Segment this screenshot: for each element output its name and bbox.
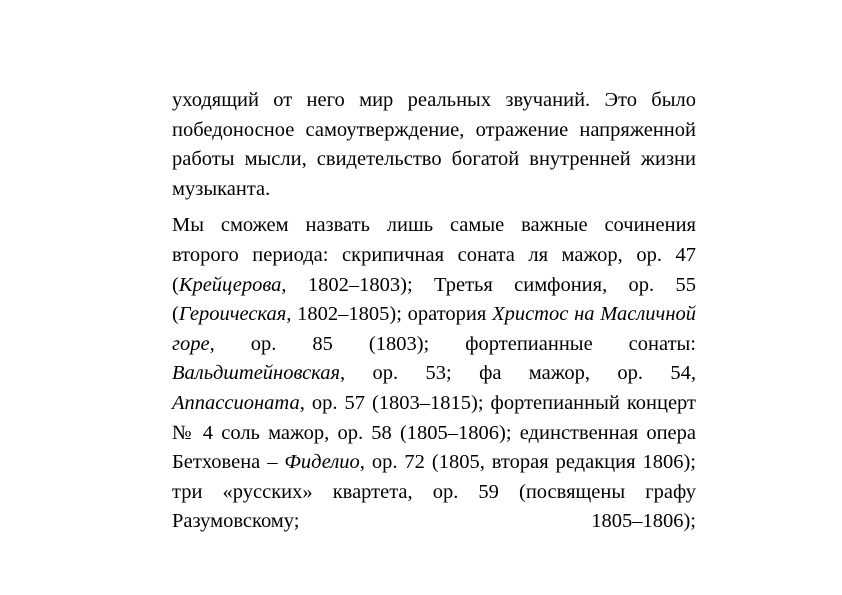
work-title-appassionata: Аппассионата bbox=[172, 391, 300, 414]
work-title-fidelio: Фиделио bbox=[284, 451, 360, 474]
text-run: , ор. 57 (1803–1815); фортепианный концерт № 4 соль мажор, ор. 58 (1805–1806); единственная опера Бетховена – bbox=[172, 391, 696, 474]
paragraph-2 bbox=[172, 211, 696, 537]
work-title-kreutzer: Крейцерова bbox=[178, 273, 282, 296]
document-page bbox=[172, 86, 696, 537]
text-run: Мы сможем назвать лишь самые важные сочинения второго периода: скрипичная соната ля мажор, ор. 47 ( bbox=[172, 214, 696, 296]
text-run: , ор. 72 (1805, вторая редакция 1806); три «русских» квартета, ор. 59 (посвящены графу Разумовскому; 1805–1806); bbox=[172, 451, 696, 533]
paragraph-1 bbox=[172, 86, 696, 204]
work-title-eroica: Героическая bbox=[178, 303, 287, 326]
text-run: , ор. 85 (1803); фортепианные сонаты: bbox=[209, 332, 696, 355]
text-run: , 1802–1803); Третья симфония, ор. 55 ( bbox=[172, 273, 696, 326]
text-run: , 1802–1805); оратория bbox=[286, 303, 493, 326]
paragraph-1-text: уходящий от него мир реальных звучаний. Это было победоносное самоутверждение, отражение напряженной работы мысли, свидетельство богатой внутренней жизни музыканта. bbox=[172, 89, 696, 200]
work-title-waldstein: Вальдштейновская bbox=[172, 362, 341, 385]
text-run: , ор. 53; фа мажор, ор. 54, bbox=[340, 362, 696, 385]
work-title-christ-on-mount-of-olives: Христос на Масличной горе bbox=[172, 303, 696, 355]
